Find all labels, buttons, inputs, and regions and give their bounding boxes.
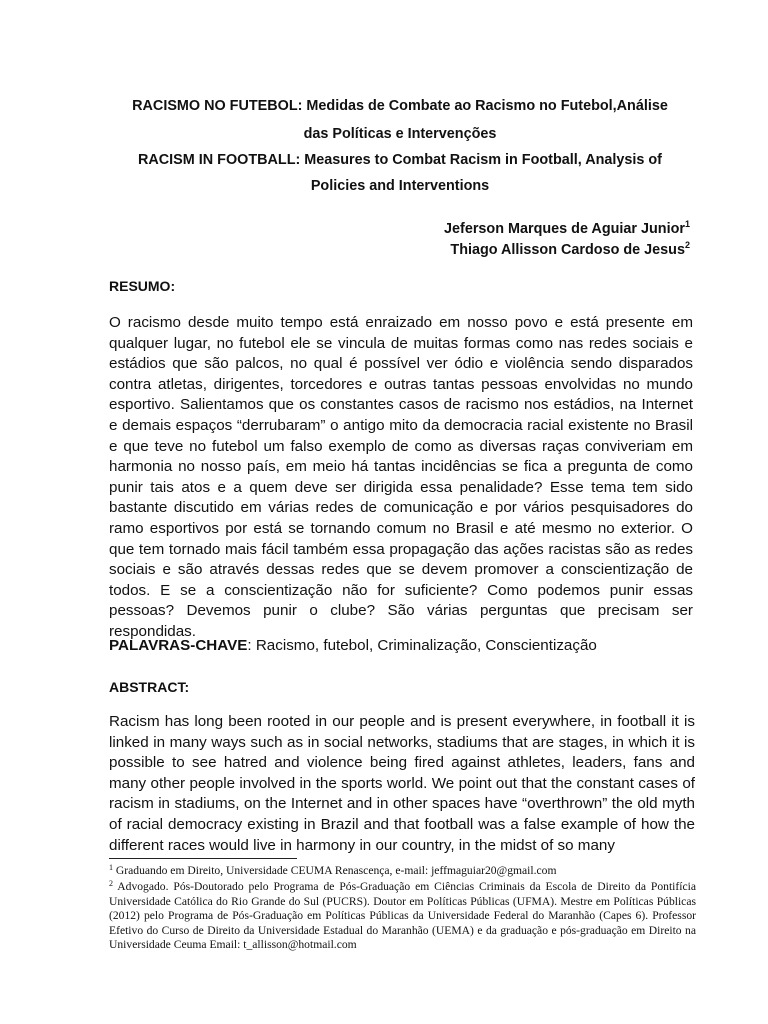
abstract-text: Racism has long been rooted in our people and is present everywhere, in football it is linked in many ways such as in social networks, stadiums that are stages, in which it is possible to see hatred and violence being fired against athletes, leaders, fans and many other people involved in the sports world. We point out that the constant cases of racism in stadiums, on the Internet and in other spaces have “overthrown” the old myth of racial democracy existing in Brazil and that football was a false example of how the different races would live in harmony in our country, in the midst of so many (109, 713, 695, 854)
author-2 (450, 240, 690, 260)
title-en-line-1: RACISM IN FOOTBALL: Measures to Combat Racism in Football, Analysis of (138, 152, 662, 168)
footnote-1-mark: 1 (109, 863, 113, 872)
title-pt-line-2: das Políticas e Intervenções (303, 126, 497, 142)
footnote-2-mark: 2 (109, 879, 113, 888)
footnote-2 (109, 880, 696, 953)
author-1-footnote-mark[interactable]: 1 (684, 219, 690, 229)
resumo-text: O racismo desde muito tempo está enraizado em nosso povo e está presente em qualquer lugar, no futebol ele se vincula de muitas formas como nas redes sociais e estádios que são palcos, no qual é possível ver ódio e violência sendo disparados contra atletas, dirigentes, torcedores e outras tantas pessoas envolvidas no mundo esportivo. Salientamos que os constantes casos de racismo nos estádios, na Internet e demais espaços “derrubaram” o antigo mito da democracia racial existente no Brasil e que teve no futebol um falso exemplo de como as diversas raças conviveriam em harmonia no nosso país, em meio há tantas incidências se fica a pregunta de como punir tais atos e a quem deve ser dirigida essa penalidade? Esse tema tem sido bastante discutido em várias redes de comunicação e por vários pesquisadores do ramo esportivos por está se tornando comum no Brasil e até mesmo no exterior. O que tem tornado mais fácil também essa propagação das ações racistas são as redes sociais e são através dessas redes que se devem promover a conscientização de todos. E se a conscientização não for suficiente? Como podemos punir essas pessoas? Devemos punir o clube? São várias perguntas que precisam ser respondidas. (109, 314, 693, 640)
title-pt-line-1: RACISMO NO FUTEBOL: Medidas de Combate ao Racismo no Futebol,Análise (132, 98, 668, 114)
author-1-name: Jeferson Marques de Aguiar Junior (444, 221, 685, 237)
footnote-2-text: Advogado. Pós-Doutorado pelo Programa de Pós-Graduação em Ciências Criminais da Escola de Direito da Pontifícia Universidade Católica do Rio Grande do Sul (PUCRS). Doutor em Políticas Públicas (UFMA). Mestre em Políticas Públicas (2012) pelo Programa de Pós-Graduação em Políticas Públicas da Universidade Federal do Maranhão (Capes 6). Professor Efetivo do Curso de Direito da Universidade Estadual do Maranhão (UEMA) e da graduação e pós-graduação em Direito na Universidade Ceuma Email: t_allisson@hotmail.com (109, 880, 696, 952)
resumo-heading: RESUMO: (109, 278, 176, 294)
footnote-1 (109, 864, 696, 879)
keywords-label: PALAVRAS-CHAVE (109, 637, 248, 654)
title-en-line-2: Policies and Interventions (310, 178, 490, 194)
author-2-name: Thiago Allisson Cardoso de Jesus (450, 242, 685, 258)
abstract-heading: ABSTRACT: (109, 679, 190, 695)
author-2-footnote-mark[interactable]: 2 (684, 240, 690, 250)
keywords-text: : Racismo, futebol, Criminalização, Conscientização (247, 637, 597, 654)
author-1 (444, 219, 690, 239)
footnote-1-text: Graduando em Direito, Universidade CEUMA Renascença, e-mail: jeffmaguiar20@gmail.com (113, 864, 557, 877)
keywords-line (109, 636, 699, 656)
footnote-divider (109, 858, 297, 859)
